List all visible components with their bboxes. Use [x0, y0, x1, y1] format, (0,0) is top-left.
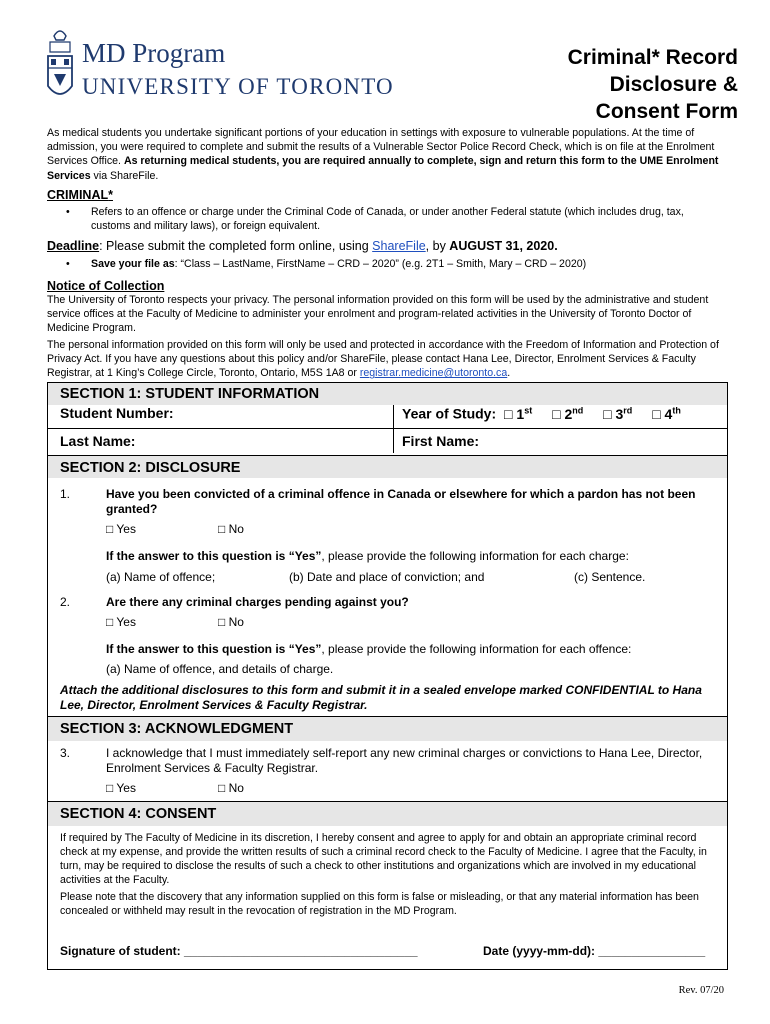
section1-header: SECTION 1: STUDENT INFORMATION — [48, 383, 727, 405]
program-name: MD Program — [82, 38, 226, 68]
year-4-checkbox[interactable]: □ 4th — [652, 405, 681, 422]
question-2-number: 2. — [60, 595, 71, 609]
q1-item-a: (a) Name of offence; — [106, 570, 216, 584]
q2-item-a: (a) Name of offence, and details of charge. — [106, 662, 334, 676]
sharefile-link[interactable]: ShareFile — [372, 239, 426, 253]
consent-paragraph-1: If required by The Faculty of Medicine in its discretion, I hereby consent and agree to apply for and obtain an appropriate criminal record check at my expense, and provide the written results of such a criminal record check to the Faculty of Medicine. I agree that the Faculty, in turn, may be required to disclose the results of such a check to other institutions and organizations which are involved in my educational activities at the Faculty. — [60, 832, 707, 886]
q2-if-yes-instruction: If the answer to this question is “Yes”, please provide the following information for each offence: — [106, 642, 632, 656]
notice-paragraph-1: The University of Toronto respects your privacy. The personal information provided on this form will be used by the administrative and student service offices at the Faculty of Medicine to administer your enrolment and program-related activities in the University of Toronto Doctor of Medicine Program. — [47, 294, 709, 335]
q1-if-yes-instruction: If the answer to this question is “Yes”, please provide the following information for each charge: — [106, 549, 629, 563]
q1-item-b: (b) Date and place of conviction; and — [289, 570, 485, 584]
signature-field[interactable]: Signature of student: ___________________________________ — [60, 944, 418, 958]
q1-yes-checkbox[interactable]: □ Yes — [106, 522, 136, 536]
q1-item-c: (c) Sentence. — [574, 570, 646, 584]
criminal-definition-bullet: • Refers to an offence or charge under the Criminal Code of Canada, or under another Federal statute (which includes drug, tax, customs and military laws), or foreign equivalent. — [66, 206, 684, 232]
date-field[interactable]: Date (yyyy-mm-dd): ________________ — [483, 944, 706, 958]
university-crest-logo — [44, 26, 76, 110]
acknowledgment-text: I acknowledge that I must immediately self-report any new criminal charges or convictions to Hana Lee, Director, Enrolment Services & Faculty Registrar. — [106, 746, 703, 775]
notice-paragraph-2: The personal information provided on this form will only be used and protected in accordance with the Freedom of Information and Protection of Privacy Act. If you have any questions about this policy and/or ShareFile, please contact Hana Lee, Director, Enrolment Services & Faculty Registrar, at 1 King’s College Circle, Toronto, Ontario, M5S 1A8 or registrar.medicine@utoronto.ca. — [47, 339, 719, 380]
question-1-number: 1. — [60, 487, 71, 501]
ack-yes-checkbox[interactable]: □ Yes — [106, 781, 136, 795]
year-1-checkbox[interactable]: □ 1st — [504, 405, 533, 422]
section4-header: SECTION 4: CONSENT — [48, 802, 727, 826]
criminal-heading: CRIMINAL* — [47, 188, 113, 202]
section2-header: SECTION 2: DISCLOSURE — [48, 456, 727, 478]
q2-no-checkbox[interactable]: □ No — [218, 615, 244, 629]
form-title: Criminal* Record Disclosure & Consent Form — [567, 46, 738, 123]
first-name-label: First Name: — [402, 433, 480, 449]
section3-header: SECTION 3: ACKNOWLEDGMENT — [48, 717, 727, 741]
form-table — [47, 382, 728, 970]
deadline-line: Deadline: Please submit the completed form online, using ShareFile, by AUGUST 31, 2020. — [47, 239, 558, 253]
question-1-text: Have you been convicted of a criminal offence in Canada or elsewhere for which a pardon has not been granted? — [106, 487, 696, 516]
year-of-study: Year of Study: □ 1st □ 2nd □ 3rd □ 4th — [402, 405, 681, 422]
registrar-email-link[interactable]: registrar.medicine@utoronto.ca — [359, 367, 508, 380]
q1-no-checkbox[interactable]: □ No — [218, 522, 244, 536]
question-2-text: Are there any criminal charges pending against you? — [106, 595, 409, 609]
revision-label: Rev. 07/20 — [678, 985, 724, 996]
q2-yes-checkbox[interactable]: □ Yes — [106, 615, 136, 629]
year-3-checkbox[interactable]: □ 3rd — [603, 405, 633, 422]
year-2-checkbox[interactable]: □ 2nd — [552, 405, 584, 422]
attach-instruction: Attach the additional disclosures to this form and submit it in a sealed envelope marked CONFIDENTIAL to Hana Lee, Director, Enrolment Services & Faculty Registrar. — [60, 683, 702, 712]
notice-heading: Notice of Collection — [47, 279, 165, 293]
university-name: UNIVERSITY OF TORONTO — [82, 74, 394, 99]
acknowledgment-number: 3. — [60, 746, 71, 760]
consent-paragraph-2: Please note that the discovery that any information supplied on this form is false or misleading, or that any material information has been concealed or withheld may result in the revocation of registration in the MD Program. — [60, 891, 699, 917]
ack-no-checkbox[interactable]: □ No — [218, 781, 244, 795]
save-file-bullet: • Save your file as: “Class – LastName, FirstName – CRD – 2020” (e.g. 2T1 – Smith, Mary – CRD – 2020) — [66, 258, 587, 270]
intro-paragraph: As medical students you undertake significant portions of your education in settings with exposure to vulnerable populations. At the time of admission, you were required to complete and submit the results of a Vulnerable Sector Police Record Check, which is on file at the Enrolment Services Office. As returning medical students, you are required annually to complete, sign and return this form to the UME Enrolment Services via ShareFile. — [47, 127, 719, 182]
student-number-label: Student Number: — [60, 405, 174, 421]
last-name-label: Last Name: — [60, 433, 136, 449]
